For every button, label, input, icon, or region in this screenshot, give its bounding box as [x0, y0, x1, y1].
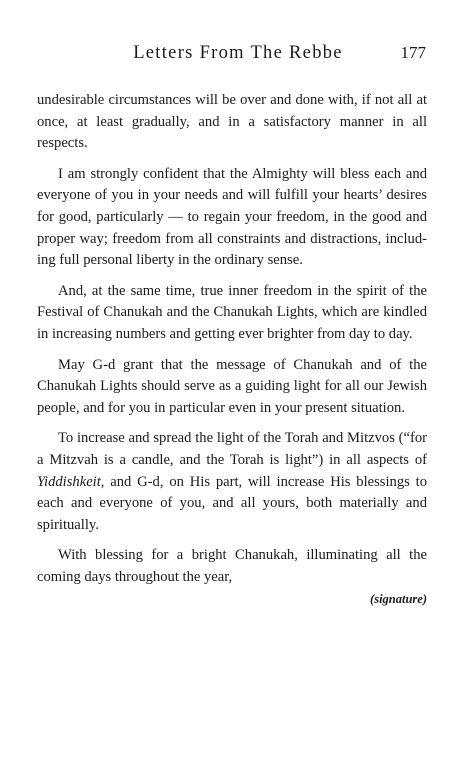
- paragraph-inner-freedom: And, at the same time, true inner freedom in the spirit of the Festival of Chanukah and the Chanukah Lights, which are kindled in increasing numbers and getting ever brighter from day to day.: [37, 282, 427, 342]
- running-title: Letters From The Rebbe: [133, 43, 343, 63]
- paragraph-chanukah-message: May G-d grant that the message of Chanukah and of the Chanukah Lights should serve as a guiding light for all our Jewish people, and for you in particular even in your present situation.: [37, 356, 427, 416]
- yiddishkeit-emphasis: Yiddishkeit: [37, 473, 101, 490]
- paragraph-torah-mitzvos: [37, 428, 427, 536]
- paragraph-closing-blessing: With blessing for a bright Chanukah, illuminating all the coming days throughout the year,: [37, 547, 427, 585]
- running-header: [0, 40, 476, 66]
- page-number: 177: [400, 43, 426, 62]
- paragraph-torah-mitzvos-end: , and G-d, on His part, will increase His blessings to each and everyone of you, and all yours, both materially and spiritually.: [37, 473, 427, 533]
- letter-body: [37, 90, 427, 608]
- paragraph-blessing: I am strongly confident that the Almighty will bless each and everyone of you in your needs and will fulfill your hearts’ desires for good, particularly — to regain your freedom, in the good and proper way; freedom from all constraints and distractions, including full personal liberty in the ordinary sense.: [37, 165, 427, 269]
- signature: (signature): [370, 592, 427, 607]
- paragraph-continuation: undesirable circumstances will be over and done with, if not all at once, at least gradually, and in a satisfactory manner in all respects.: [37, 92, 427, 152]
- paragraph-torah-mitzvos-start: To increase and spread the light of the Torah and Mitzvos (“for a Mitzvah is a candle, and the Torah is light”) in all aspects of: [37, 430, 427, 468]
